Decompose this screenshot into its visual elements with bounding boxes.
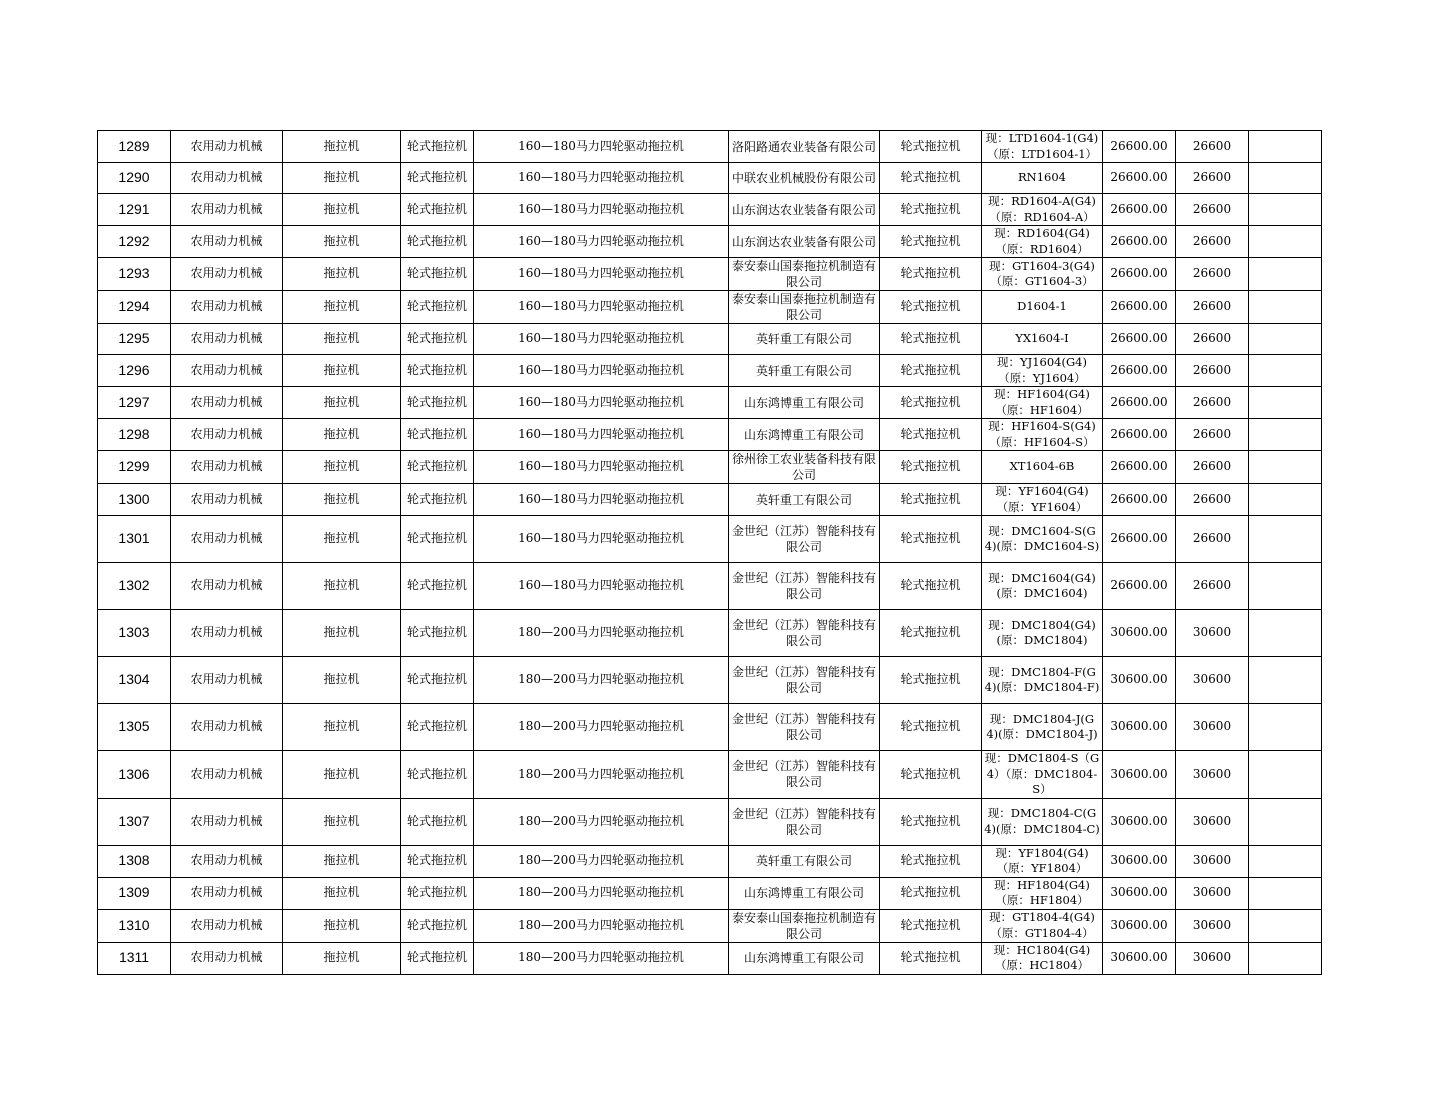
category-cell: 农用动力机械: [171, 563, 283, 610]
manufacturer-cell: 金世纪（江苏）智能科技有限公司: [729, 704, 880, 751]
row-number: 1305: [98, 704, 171, 751]
note-cell: [1249, 451, 1322, 484]
model-cell: 现：HF1804(G4)（原：HF1804）: [982, 877, 1103, 909]
subsidy-amount-cell: 30600.00: [1103, 942, 1176, 974]
note-cell: [1249, 291, 1322, 324]
table-row: [98, 387, 1322, 419]
subsidy-total-cell: 26600: [1176, 563, 1249, 610]
model-cell: XT1604-6B: [982, 451, 1103, 484]
table-row: [98, 877, 1322, 909]
row-number: 1302: [98, 563, 171, 610]
category-cell: 农用动力机械: [171, 258, 283, 291]
manufacturer-cell: 山东润达农业装备有限公司: [729, 194, 880, 226]
row-number: 1304: [98, 657, 171, 704]
subsidy-total-cell: 30600: [1176, 798, 1249, 845]
grade-cell: 180—200马力四轮驱动拖拉机: [474, 610, 729, 657]
note-cell: [1249, 387, 1322, 419]
subsidy-total-cell: 26600: [1176, 226, 1249, 258]
manufacturer-cell: 英轩重工有限公司: [729, 324, 880, 355]
note-cell: [1249, 751, 1322, 799]
manufacturer-cell: 泰安泰山国泰拖拉机制造有限公司: [729, 909, 880, 942]
grade-cell: 180—200马力四轮驱动拖拉机: [474, 657, 729, 704]
category-cell: 农用动力机械: [171, 942, 283, 974]
grade-cell: 160—180马力四轮驱动拖拉机: [474, 163, 729, 194]
machine-subtype-cell: 轮式拖拉机: [401, 704, 474, 751]
product-name-cell: 轮式拖拉机: [880, 751, 982, 799]
note-cell: [1249, 163, 1322, 194]
subsidy-table: [97, 130, 1322, 975]
product-name-cell: 轮式拖拉机: [880, 942, 982, 974]
grade-cell: 160—180马力四轮驱动拖拉机: [474, 451, 729, 484]
table-row: [98, 516, 1322, 563]
grade-cell: 160—180马力四轮驱动拖拉机: [474, 419, 729, 451]
table-row: [98, 194, 1322, 226]
machine-subtype-cell: 轮式拖拉机: [401, 516, 474, 563]
category-cell: 农用动力机械: [171, 131, 283, 163]
note-cell: [1249, 258, 1322, 291]
subsidy-amount-cell: 30600.00: [1103, 657, 1176, 704]
machine-type-cell: 拖拉机: [283, 291, 401, 324]
grade-cell: 180—200马力四轮驱动拖拉机: [474, 751, 729, 799]
model-cell: 现：RD1604-A(G4)（原：RD1604-A）: [982, 194, 1103, 226]
subsidy-total-cell: 26600: [1176, 419, 1249, 451]
product-name-cell: 轮式拖拉机: [880, 131, 982, 163]
grade-cell: 160—180马力四轮驱动拖拉机: [474, 194, 729, 226]
note-cell: [1249, 484, 1322, 516]
category-cell: 农用动力机械: [171, 845, 283, 877]
row-number: 1309: [98, 877, 171, 909]
table-row: [98, 610, 1322, 657]
subsidy-total-cell: 26600: [1176, 194, 1249, 226]
model-cell: RN1604: [982, 163, 1103, 194]
subsidy-total-cell: 30600: [1176, 877, 1249, 909]
model-cell: 现：YF1604(G4)（原：YF1604）: [982, 484, 1103, 516]
product-name-cell: 轮式拖拉机: [880, 610, 982, 657]
row-number: 1299: [98, 451, 171, 484]
model-cell: 现：HF1604(G4)（原：HF1604）: [982, 387, 1103, 419]
grade-cell: 160—180马力四轮驱动拖拉机: [474, 131, 729, 163]
subsidy-amount-cell: 30600.00: [1103, 610, 1176, 657]
subsidy-total-cell: 30600: [1176, 704, 1249, 751]
category-cell: 农用动力机械: [171, 798, 283, 845]
row-number: 1294: [98, 291, 171, 324]
product-name-cell: 轮式拖拉机: [880, 704, 982, 751]
subsidy-amount-cell: 26600.00: [1103, 516, 1176, 563]
machine-subtype-cell: 轮式拖拉机: [401, 909, 474, 942]
category-cell: 农用动力机械: [171, 355, 283, 387]
product-name-cell: 轮式拖拉机: [880, 451, 982, 484]
subsidy-amount-cell: 30600.00: [1103, 909, 1176, 942]
grade-cell: 160—180马力四轮驱动拖拉机: [474, 291, 729, 324]
machine-type-cell: 拖拉机: [283, 451, 401, 484]
machine-subtype-cell: 轮式拖拉机: [401, 355, 474, 387]
product-name-cell: 轮式拖拉机: [880, 419, 982, 451]
table-row: [98, 751, 1322, 799]
machine-subtype-cell: 轮式拖拉机: [401, 657, 474, 704]
subsidy-amount-cell: 26600.00: [1103, 451, 1176, 484]
table-row: [98, 451, 1322, 484]
subsidy-total-cell: 26600: [1176, 484, 1249, 516]
note-cell: [1249, 194, 1322, 226]
manufacturer-cell: 山东鸿博重工有限公司: [729, 942, 880, 974]
subsidy-total-cell: 30600: [1176, 942, 1249, 974]
table-row: [98, 419, 1322, 451]
subsidy-total-cell: 26600: [1176, 324, 1249, 355]
machine-type-cell: 拖拉机: [283, 131, 401, 163]
model-cell: 现：DMC1804-S（G4）（原：DMC1804-S）: [982, 751, 1103, 799]
subsidy-amount-cell: 26600.00: [1103, 258, 1176, 291]
grade-cell: 160—180马力四轮驱动拖拉机: [474, 484, 729, 516]
table-row: [98, 845, 1322, 877]
manufacturer-cell: 中联农业机械股份有限公司: [729, 163, 880, 194]
subsidy-amount-cell: 26600.00: [1103, 226, 1176, 258]
subsidy-total-cell: 30600: [1176, 610, 1249, 657]
category-cell: 农用动力机械: [171, 451, 283, 484]
model-cell: 现：RD1604(G4)（原：RD1604）: [982, 226, 1103, 258]
machine-type-cell: 拖拉机: [283, 484, 401, 516]
note-cell: [1249, 355, 1322, 387]
product-name-cell: 轮式拖拉机: [880, 563, 982, 610]
table-row: [98, 291, 1322, 324]
grade-cell: 180—200马力四轮驱动拖拉机: [474, 704, 729, 751]
subsidy-amount-cell: 30600.00: [1103, 751, 1176, 799]
model-cell: D1604-1: [982, 291, 1103, 324]
manufacturer-cell: 山东鸿博重工有限公司: [729, 419, 880, 451]
subsidy-total-cell: 26600: [1176, 451, 1249, 484]
manufacturer-cell: 金世纪（江苏）智能科技有限公司: [729, 798, 880, 845]
note-cell: [1249, 131, 1322, 163]
row-number: 1289: [98, 131, 171, 163]
note-cell: [1249, 324, 1322, 355]
grade-cell: 180—200马力四轮驱动拖拉机: [474, 845, 729, 877]
subsidy-amount-cell: 26600.00: [1103, 291, 1176, 324]
note-cell: [1249, 563, 1322, 610]
product-name-cell: 轮式拖拉机: [880, 484, 982, 516]
model-cell: 现：DMC1604-S(G4)(原：DMC1604-S): [982, 516, 1103, 563]
table-row: [98, 484, 1322, 516]
manufacturer-cell: 山东鸿博重工有限公司: [729, 877, 880, 909]
model-cell: 现：HF1604-S(G4)（原：HF1604-S）: [982, 419, 1103, 451]
category-cell: 农用动力机械: [171, 704, 283, 751]
category-cell: 农用动力机械: [171, 291, 283, 324]
table-row: [98, 942, 1322, 974]
subsidy-total-cell: 30600: [1176, 657, 1249, 704]
note-cell: [1249, 909, 1322, 942]
subsidy-total-cell: 30600: [1176, 845, 1249, 877]
category-cell: 农用动力机械: [171, 516, 283, 563]
manufacturer-cell: 洛阳路通农业装备有限公司: [729, 131, 880, 163]
row-number: 1291: [98, 194, 171, 226]
machine-subtype-cell: 轮式拖拉机: [401, 387, 474, 419]
manufacturer-cell: 泰安泰山国泰拖拉机制造有限公司: [729, 291, 880, 324]
grade-cell: 160—180马力四轮驱动拖拉机: [474, 563, 729, 610]
model-cell: YX1604-I: [982, 324, 1103, 355]
machine-subtype-cell: 轮式拖拉机: [401, 942, 474, 974]
note-cell: [1249, 942, 1322, 974]
subsidy-total-cell: 30600: [1176, 909, 1249, 942]
model-cell: 现：GT1804-4(G4)（原：GT1804-4）: [982, 909, 1103, 942]
subsidy-amount-cell: 30600.00: [1103, 798, 1176, 845]
machine-subtype-cell: 轮式拖拉机: [401, 798, 474, 845]
row-number: 1296: [98, 355, 171, 387]
machine-subtype-cell: 轮式拖拉机: [401, 419, 474, 451]
model-cell: 现：GT1604-3(G4)（原：GT1604-3）: [982, 258, 1103, 291]
grade-cell: 160—180马力四轮驱动拖拉机: [474, 226, 729, 258]
table-row: [98, 798, 1322, 845]
manufacturer-cell: 金世纪（江苏）智能科技有限公司: [729, 563, 880, 610]
note-cell: [1249, 610, 1322, 657]
note-cell: [1249, 226, 1322, 258]
note-cell: [1249, 845, 1322, 877]
product-name-cell: 轮式拖拉机: [880, 798, 982, 845]
table-row: [98, 324, 1322, 355]
subsidy-amount-cell: 30600.00: [1103, 704, 1176, 751]
model-cell: 现：LTD1604-1(G4)（原：LTD1604-1）: [982, 131, 1103, 163]
machine-type-cell: 拖拉机: [283, 194, 401, 226]
category-cell: 农用动力机械: [171, 877, 283, 909]
machine-subtype-cell: 轮式拖拉机: [401, 131, 474, 163]
note-cell: [1249, 798, 1322, 845]
manufacturer-cell: 英轩重工有限公司: [729, 355, 880, 387]
subsidy-total-cell: 26600: [1176, 516, 1249, 563]
category-cell: 农用动力机械: [171, 909, 283, 942]
product-name-cell: 轮式拖拉机: [880, 163, 982, 194]
row-number: 1292: [98, 226, 171, 258]
category-cell: 农用动力机械: [171, 419, 283, 451]
category-cell: 农用动力机械: [171, 484, 283, 516]
subsidy-total-cell: 26600: [1176, 291, 1249, 324]
row-number: 1290: [98, 163, 171, 194]
category-cell: 农用动力机械: [171, 387, 283, 419]
machine-subtype-cell: 轮式拖拉机: [401, 610, 474, 657]
machine-subtype-cell: 轮式拖拉机: [401, 258, 474, 291]
machine-type-cell: 拖拉机: [283, 909, 401, 942]
product-name-cell: 轮式拖拉机: [880, 877, 982, 909]
table-row: [98, 226, 1322, 258]
machine-type-cell: 拖拉机: [283, 657, 401, 704]
category-cell: 农用动力机械: [171, 194, 283, 226]
machine-type-cell: 拖拉机: [283, 258, 401, 291]
machine-type-cell: 拖拉机: [283, 387, 401, 419]
machine-subtype-cell: 轮式拖拉机: [401, 194, 474, 226]
product-name-cell: 轮式拖拉机: [880, 355, 982, 387]
grade-cell: 160—180马力四轮驱动拖拉机: [474, 355, 729, 387]
product-name-cell: 轮式拖拉机: [880, 909, 982, 942]
category-cell: 农用动力机械: [171, 751, 283, 799]
grade-cell: 160—180马力四轮驱动拖拉机: [474, 258, 729, 291]
table-row: [98, 131, 1322, 163]
row-number: 1311: [98, 942, 171, 974]
model-cell: 现：DMC1604(G4)(原：DMC1604): [982, 563, 1103, 610]
subsidy-amount-cell: 26600.00: [1103, 484, 1176, 516]
manufacturer-cell: 山东润达农业装备有限公司: [729, 226, 880, 258]
machine-type-cell: 拖拉机: [283, 798, 401, 845]
product-name-cell: 轮式拖拉机: [880, 516, 982, 563]
grade-cell: 180—200马力四轮驱动拖拉机: [474, 798, 729, 845]
subsidy-amount-cell: 30600.00: [1103, 877, 1176, 909]
product-name-cell: 轮式拖拉机: [880, 324, 982, 355]
model-cell: 现：DMC1804-F(G4)(原：DMC1804-F): [982, 657, 1103, 704]
machine-subtype-cell: 轮式拖拉机: [401, 563, 474, 610]
row-number: 1300: [98, 484, 171, 516]
manufacturer-cell: 英轩重工有限公司: [729, 845, 880, 877]
subsidy-total-cell: 26600: [1176, 163, 1249, 194]
subsidy-amount-cell: 26600.00: [1103, 194, 1176, 226]
grade-cell: 180—200马力四轮驱动拖拉机: [474, 909, 729, 942]
model-cell: 现：YF1804(G4)（原：YF1804）: [982, 845, 1103, 877]
row-number: 1306: [98, 751, 171, 799]
manufacturer-cell: 金世纪（江苏）智能科技有限公司: [729, 610, 880, 657]
product-name-cell: 轮式拖拉机: [880, 845, 982, 877]
subsidy-amount-cell: 26600.00: [1103, 419, 1176, 451]
category-cell: 农用动力机械: [171, 657, 283, 704]
category-cell: 农用动力机械: [171, 610, 283, 657]
machine-type-cell: 拖拉机: [283, 163, 401, 194]
machine-type-cell: 拖拉机: [283, 355, 401, 387]
table-row: [98, 355, 1322, 387]
product-name-cell: 轮式拖拉机: [880, 657, 982, 704]
machine-subtype-cell: 轮式拖拉机: [401, 324, 474, 355]
manufacturer-cell: 金世纪（江苏）智能科技有限公司: [729, 516, 880, 563]
manufacturer-cell: 英轩重工有限公司: [729, 484, 880, 516]
grade-cell: 160—180马力四轮驱动拖拉机: [474, 324, 729, 355]
machine-type-cell: 拖拉机: [283, 877, 401, 909]
manufacturer-cell: 泰安泰山国泰拖拉机制造有限公司: [729, 258, 880, 291]
subsidy-amount-cell: 26600.00: [1103, 163, 1176, 194]
machine-type-cell: 拖拉机: [283, 516, 401, 563]
row-number: 1293: [98, 258, 171, 291]
category-cell: 农用动力机械: [171, 226, 283, 258]
product-name-cell: 轮式拖拉机: [880, 194, 982, 226]
subsidy-total-cell: 26600: [1176, 258, 1249, 291]
row-number: 1301: [98, 516, 171, 563]
row-number: 1307: [98, 798, 171, 845]
model-cell: 现：DMC1804(G4)(原：DMC1804): [982, 610, 1103, 657]
subsidy-amount-cell: 30600.00: [1103, 845, 1176, 877]
subsidy-total-cell: 30600: [1176, 751, 1249, 799]
table-row: [98, 657, 1322, 704]
subsidy-total-cell: 26600: [1176, 355, 1249, 387]
table-row: [98, 258, 1322, 291]
note-cell: [1249, 877, 1322, 909]
machine-subtype-cell: 轮式拖拉机: [401, 451, 474, 484]
table-body: [98, 131, 1322, 975]
machine-type-cell: 拖拉机: [283, 419, 401, 451]
grade-cell: 180—200马力四轮驱动拖拉机: [474, 877, 729, 909]
manufacturer-cell: 金世纪（江苏）智能科技有限公司: [729, 657, 880, 704]
subsidy-amount-cell: 26600.00: [1103, 355, 1176, 387]
machine-subtype-cell: 轮式拖拉机: [401, 484, 474, 516]
row-number: 1308: [98, 845, 171, 877]
table-row: [98, 563, 1322, 610]
subsidy-amount-cell: 26600.00: [1103, 131, 1176, 163]
grade-cell: 160—180马力四轮驱动拖拉机: [474, 387, 729, 419]
product-name-cell: 轮式拖拉机: [880, 226, 982, 258]
machine-type-cell: 拖拉机: [283, 610, 401, 657]
table-row: [98, 704, 1322, 751]
machine-subtype-cell: 轮式拖拉机: [401, 877, 474, 909]
manufacturer-cell: 徐州徐工农业装备科技有限公司: [729, 451, 880, 484]
grade-cell: 180—200马力四轮驱动拖拉机: [474, 942, 729, 974]
model-cell: 现：HC1804(G4)（原：HC1804）: [982, 942, 1103, 974]
row-number: 1295: [98, 324, 171, 355]
subsidy-amount-cell: 26600.00: [1103, 324, 1176, 355]
note-cell: [1249, 419, 1322, 451]
subsidy-amount-cell: 26600.00: [1103, 563, 1176, 610]
note-cell: [1249, 704, 1322, 751]
machine-subtype-cell: 轮式拖拉机: [401, 845, 474, 877]
machine-type-cell: 拖拉机: [283, 563, 401, 610]
manufacturer-cell: 山东鸿博重工有限公司: [729, 387, 880, 419]
category-cell: 农用动力机械: [171, 324, 283, 355]
product-name-cell: 轮式拖拉机: [880, 387, 982, 419]
product-name-cell: 轮式拖拉机: [880, 258, 982, 291]
machine-subtype-cell: 轮式拖拉机: [401, 751, 474, 799]
row-number: 1298: [98, 419, 171, 451]
model-cell: 现：DMC1804-J(G4)(原：DMC1804-J): [982, 704, 1103, 751]
machine-type-cell: 拖拉机: [283, 704, 401, 751]
machine-subtype-cell: 轮式拖拉机: [401, 291, 474, 324]
subsidy-amount-cell: 26600.00: [1103, 387, 1176, 419]
subsidy-total-cell: 26600: [1176, 131, 1249, 163]
machine-type-cell: 拖拉机: [283, 942, 401, 974]
machine-type-cell: 拖拉机: [283, 845, 401, 877]
machine-type-cell: 拖拉机: [283, 226, 401, 258]
grade-cell: 160—180马力四轮驱动拖拉机: [474, 516, 729, 563]
table-row: [98, 163, 1322, 194]
row-number: 1297: [98, 387, 171, 419]
subsidy-total-cell: 26600: [1176, 387, 1249, 419]
table-row: [98, 909, 1322, 942]
note-cell: [1249, 516, 1322, 563]
machine-type-cell: 拖拉机: [283, 324, 401, 355]
category-cell: 农用动力机械: [171, 163, 283, 194]
model-cell: 现：YJ1604(G4)（原：YJ1604）: [982, 355, 1103, 387]
manufacturer-cell: 金世纪（江苏）智能科技有限公司: [729, 751, 880, 799]
machine-type-cell: 拖拉机: [283, 751, 401, 799]
machine-subtype-cell: 轮式拖拉机: [401, 163, 474, 194]
product-name-cell: 轮式拖拉机: [880, 291, 982, 324]
machine-subtype-cell: 轮式拖拉机: [401, 226, 474, 258]
row-number: 1303: [98, 610, 171, 657]
row-number: 1310: [98, 909, 171, 942]
note-cell: [1249, 657, 1322, 704]
model-cell: 现：DMC1804-C(G4)(原：DMC1804-C): [982, 798, 1103, 845]
